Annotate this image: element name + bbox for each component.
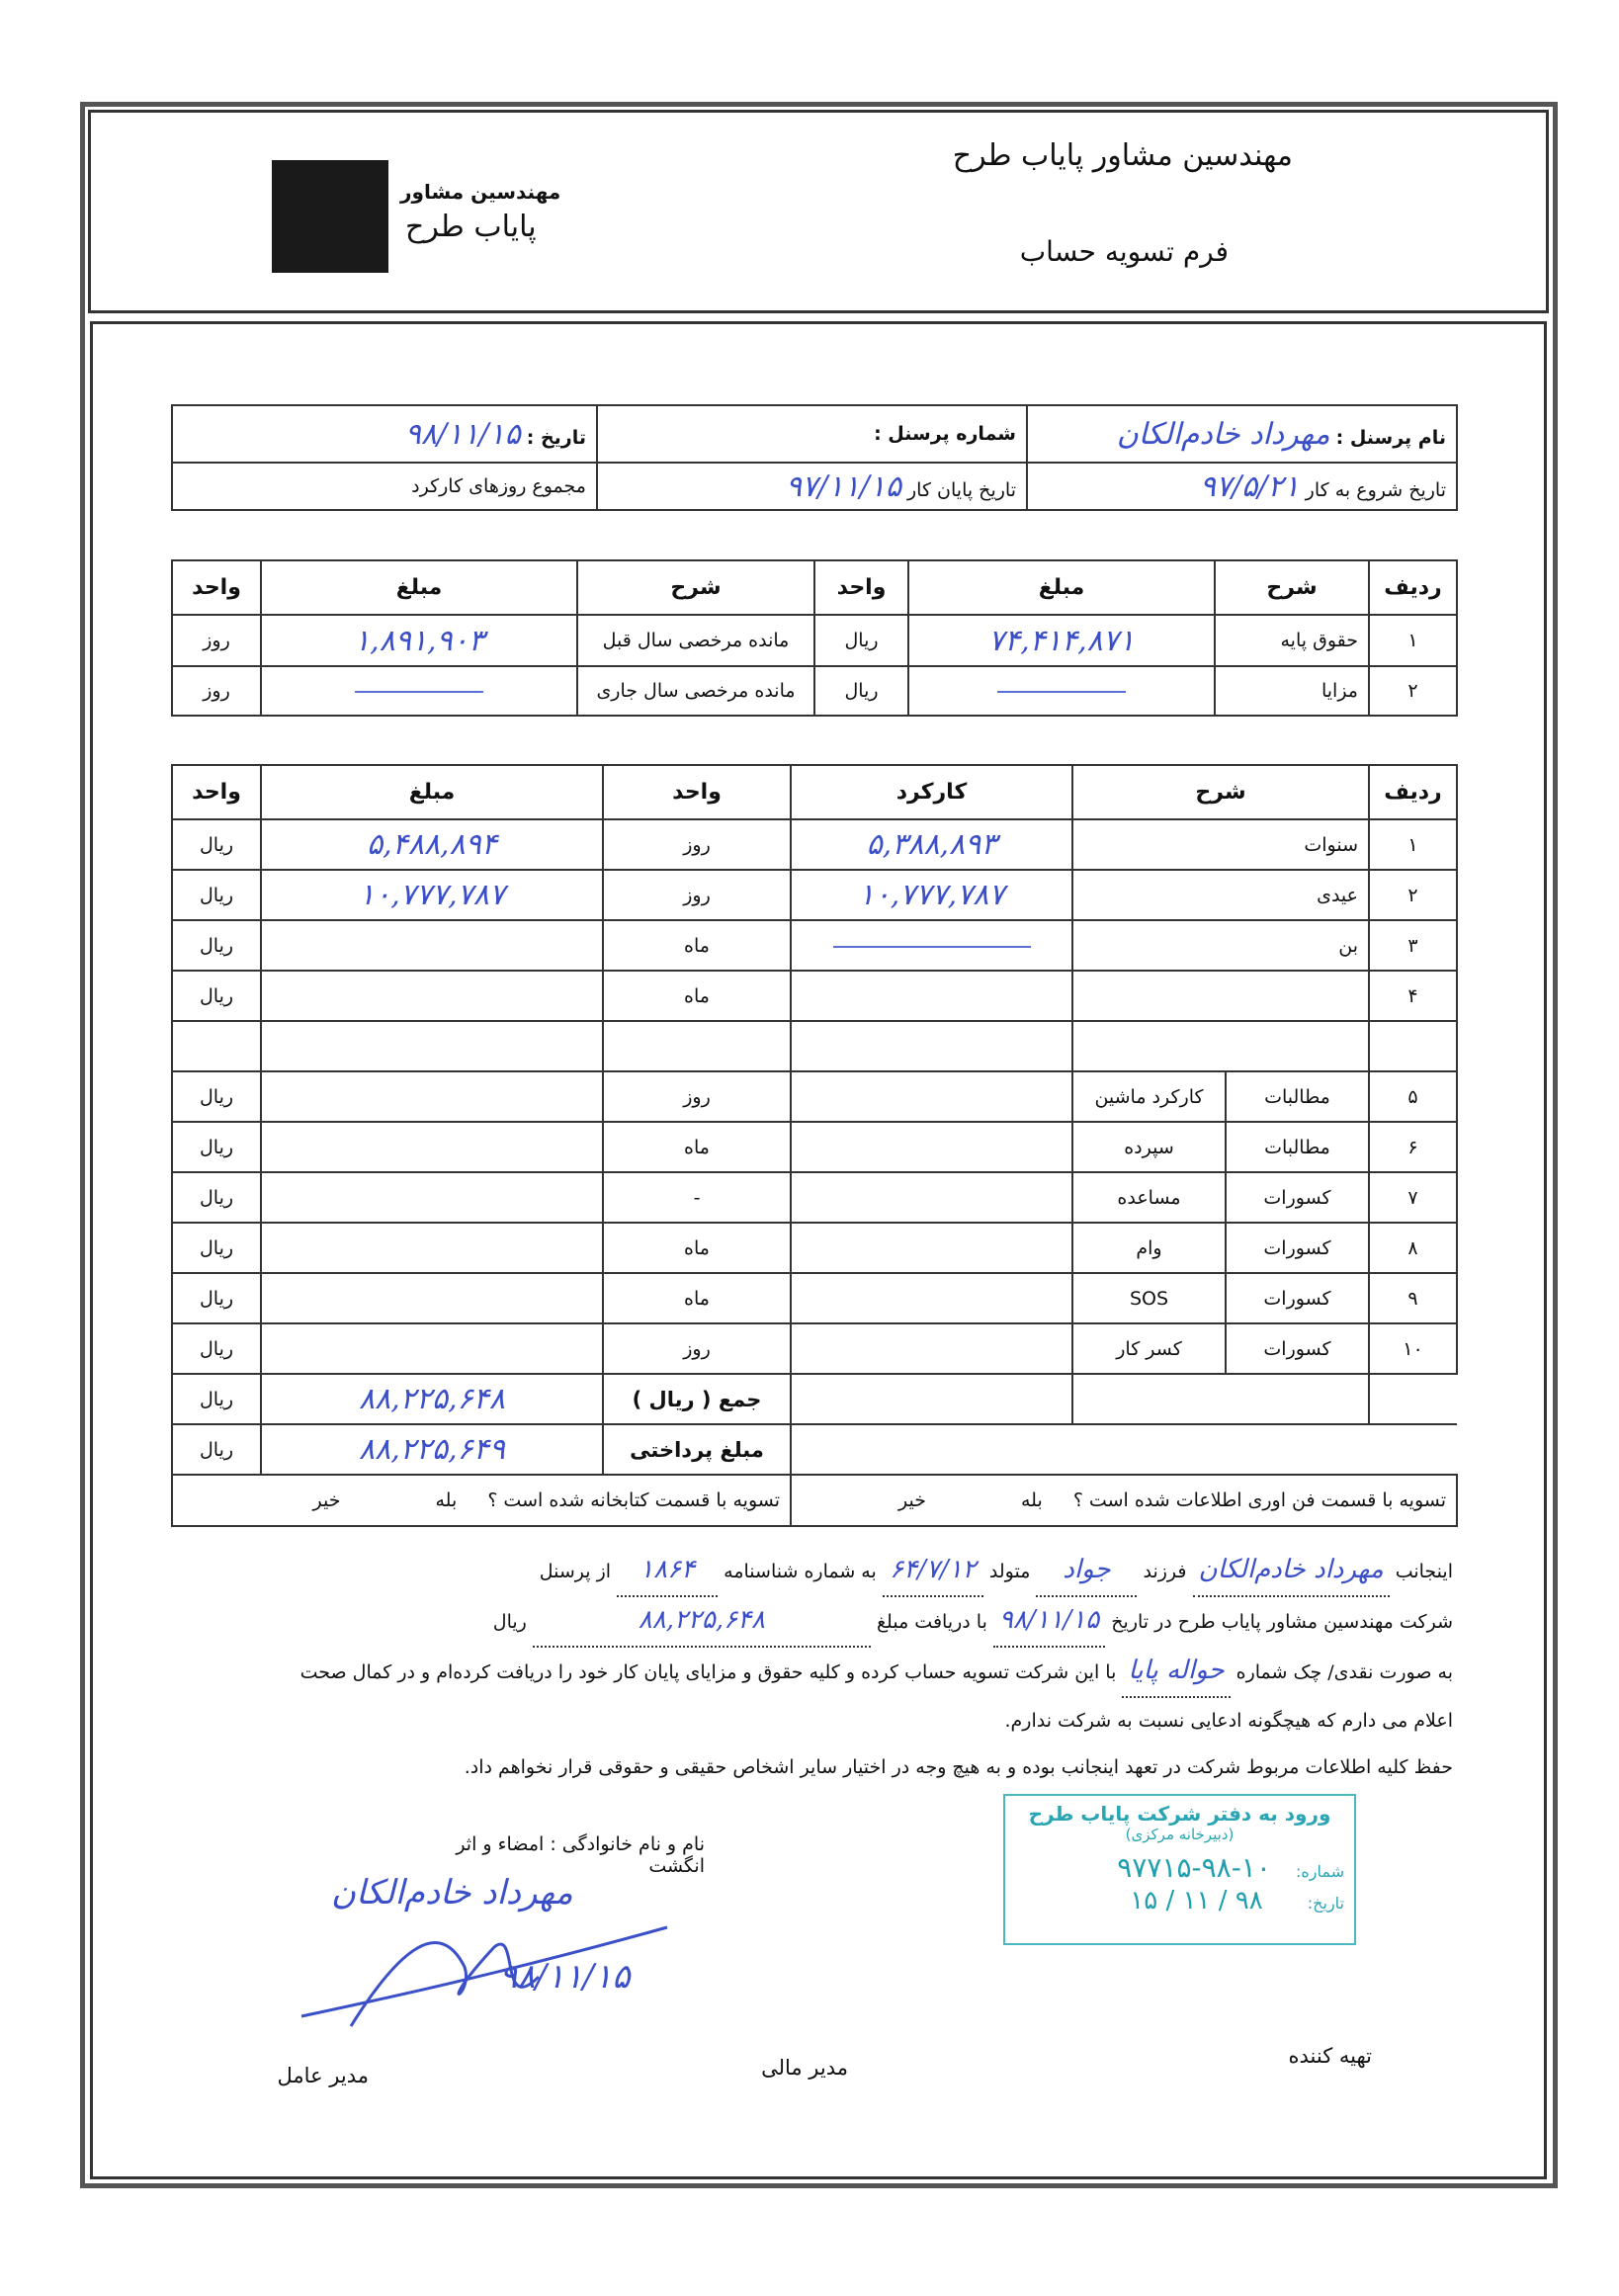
table-row <box>172 870 1457 920</box>
table-header-row <box>172 765 1457 819</box>
row-amount <box>261 1273 603 1323</box>
settlement-date-value: ۹۸/۱۱/۱۵ <box>998 1605 1100 1635</box>
row-work <box>791 920 1072 971</box>
row-category: کسورات <box>1226 1172 1369 1223</box>
date-cell <box>172 405 597 463</box>
row-amount <box>261 1172 603 1223</box>
row-work <box>791 1122 1072 1172</box>
library-no-option[interactable]: خیر <box>312 1489 341 1511</box>
row-work <box>791 1071 1072 1122</box>
table-header-row <box>172 560 1457 615</box>
col-header: شرح <box>577 560 814 615</box>
table-row <box>172 971 1457 1021</box>
blank-dash-mark <box>355 691 483 693</box>
row-desc: سپرده <box>1072 1122 1226 1172</box>
paid-unit: ریال <box>172 1424 261 1475</box>
personnel-name-label: نام پرسنل : <box>1335 426 1446 449</box>
row-desc: SOS <box>1072 1273 1226 1323</box>
table-row <box>172 1071 1457 1122</box>
it-clearance-question: تسویه با قسمت فن اوری اطلاعات شده است ؟ <box>1072 1489 1446 1511</box>
row-work <box>791 1273 1072 1323</box>
library-clearance-question: تسویه با قسمت کتابخانه شده است ؟ <box>487 1489 780 1511</box>
sum-value: ۸۸,۲۲۵,۶۴۸ <box>261 1374 603 1424</box>
end-date-label: تاریخ پایان کار <box>906 478 1016 501</box>
row-desc2: مانده مرخصی سال قبل <box>577 615 814 666</box>
logo-caption: مهندسین مشاور <box>400 180 561 204</box>
father-name-value: جواد <box>1063 1555 1111 1584</box>
col-header: ردیف <box>1369 765 1457 819</box>
sum-label: جمع ( ریال ) <box>603 1374 791 1424</box>
statement-text: به شماره شناسنامه <box>724 1561 877 1582</box>
row-unit2: ریال <box>172 1172 261 1223</box>
row-unit: ماه <box>603 1273 791 1323</box>
statement-text: اینجانب <box>1395 1561 1453 1582</box>
row-category: مطالبات <box>1226 1071 1369 1122</box>
sum-empty-cell <box>791 1374 1072 1424</box>
statement-text: ریال <box>492 1611 527 1633</box>
col-header: واحد <box>172 765 261 819</box>
date-value: ۹۸/۱۱/۱۵ <box>404 416 521 452</box>
row-category: کسورات <box>1226 1223 1369 1273</box>
col-header: مبلغ <box>908 560 1215 615</box>
personnel-info-table <box>171 404 1458 511</box>
stamp-number-row <box>1005 1851 1344 1884</box>
table-row <box>172 920 1457 971</box>
row-work <box>791 1172 1072 1223</box>
stamp-number-label: شماره: <box>1295 1862 1344 1881</box>
row-number: ۳ <box>1369 920 1457 971</box>
id-number-value: ۱۸۶۴ <box>639 1555 696 1584</box>
row-work: ۵,۳۸۸,۸۹۳ <box>791 819 1072 870</box>
row-work <box>791 971 1072 1021</box>
row-amount <box>908 666 1215 716</box>
start-date-label: تاریخ شروع به کار <box>1305 478 1446 501</box>
row-unit: ماه <box>603 1223 791 1273</box>
birth-date-field <box>883 1547 983 1597</box>
empty-cell <box>1072 1021 1369 1071</box>
statement-line-5: حفظ کلیه اطلاعات مربوط شرکت در تعهد اینجانب بوده و به هیچ وجه در اختیار سایر اشخاص حقیقی و حقوقی قرار نخواهم داد. <box>464 1756 1453 1778</box>
row-desc: مساعده <box>1072 1172 1226 1223</box>
personnel-no-label: شماره پرسنل : <box>874 423 1016 445</box>
row-number: ۱۰ <box>1369 1323 1457 1374</box>
stamp-date-value: ۹۸ / ۱۱ / ۱۵ <box>1130 1886 1263 1915</box>
col-header: ردیف <box>1369 560 1457 615</box>
col-header: واحد <box>814 560 908 615</box>
row-amount: ۱۰,۷۷۷,۷۸۷ <box>261 870 603 920</box>
form-title: فرم تسویه حساب <box>1019 235 1229 268</box>
row-category: کسورات <box>1226 1273 1369 1323</box>
table-row <box>172 666 1457 716</box>
statement-text: فرزند <box>1143 1561 1187 1582</box>
row-category: مطالبات <box>1226 1122 1369 1172</box>
row-unit: ریال <box>814 666 908 716</box>
row-unit2: روز <box>172 666 261 716</box>
finance-manager-label: مدیر مالی <box>761 2056 848 2080</box>
personnel-name-value: مهرداد خادم‌الکان <box>1116 416 1330 452</box>
row-amount: ۵,۴۸۸,۸۹۴ <box>261 819 603 870</box>
employee-name-value: مهرداد خادم‌الکان <box>1198 1555 1384 1584</box>
table-row <box>172 1172 1457 1223</box>
row-amount2: ۱,۸۹۱,۹۰۳ <box>261 615 577 666</box>
received-amount-value: ۸۸,۲۲۵,۶۴۸ <box>638 1605 766 1635</box>
it-yes-option[interactable]: بله <box>1021 1489 1043 1511</box>
row-number: ۲ <box>1369 666 1457 716</box>
stamp-date-row <box>1005 1886 1344 1915</box>
row-unit2: ریال <box>172 819 261 870</box>
total-days-cell <box>172 463 597 510</box>
row-unit2: ریال <box>172 1323 261 1374</box>
logo-mark <box>272 160 388 273</box>
id-number-field <box>617 1547 718 1597</box>
salary-leave-table <box>171 559 1458 717</box>
row-unit: روز <box>603 870 791 920</box>
statement-line-4: اعلام می دارم که هیچگونه ادعایی نسبت به شرکت ندارم. <box>1004 1710 1453 1732</box>
row-unit: روز <box>603 819 791 870</box>
clearance-row <box>172 1475 1457 1526</box>
row-unit: - <box>603 1172 791 1223</box>
col-header: شرح <box>1072 765 1369 819</box>
row-unit2: ریال <box>172 1273 261 1323</box>
row-desc: کارکرد ماشین <box>1072 1071 1226 1122</box>
start-date-cell <box>1027 463 1457 510</box>
row-number: ۴ <box>1369 971 1457 1021</box>
father-name-field <box>1036 1547 1137 1597</box>
row-unit2: ریال <box>172 1223 261 1273</box>
blank-dash-mark <box>833 946 1031 948</box>
employee-name-field <box>1193 1547 1390 1597</box>
col-header: واحد <box>172 560 261 615</box>
row-unit: ماه <box>603 920 791 971</box>
row-amount2 <box>261 666 577 716</box>
row-desc: کسر کار <box>1072 1323 1226 1374</box>
signature-date: ۹۸/۱۱/۱۵ <box>499 1957 631 1997</box>
row-desc: وام <box>1072 1223 1226 1273</box>
col-header: واحد <box>603 765 791 819</box>
personnel-name-cell <box>1027 405 1457 463</box>
row-unit2: ریال <box>172 920 261 971</box>
row-number: ۵ <box>1369 1071 1457 1122</box>
payment-method-field <box>1122 1648 1230 1698</box>
statement-line-3 <box>183 1648 1453 1698</box>
row-work <box>791 1223 1072 1273</box>
row-number: ۸ <box>1369 1223 1457 1273</box>
personnel-no-cell <box>597 405 1027 463</box>
row-amount <box>261 1071 603 1122</box>
library-clearance-cell <box>172 1475 791 1526</box>
statement-line-1 <box>183 1547 1453 1597</box>
statement-text: به صورت نقدی/ چک شماره <box>1236 1661 1453 1683</box>
signature-name: مهرداد خادم‌الکان <box>331 1873 573 1913</box>
sum-empty-cell <box>1072 1374 1369 1424</box>
row-amount <box>261 1323 603 1374</box>
ceo-label: مدیر عامل <box>277 2064 369 2087</box>
stamp-number-value: ۱۰-۹۸-۹۷۷۱۵ <box>1117 1851 1271 1884</box>
row-unit: ریال <box>814 615 908 666</box>
col-header: کارکرد <box>791 765 1072 819</box>
row-unit: ماه <box>603 1122 791 1172</box>
row-amount: ۷۴,۴۱۴,۸۷۱ <box>908 615 1215 666</box>
row-number: ۱ <box>1369 819 1457 870</box>
table-row <box>172 1223 1457 1273</box>
row-number: ۱ <box>1369 615 1457 666</box>
table-row <box>172 615 1457 666</box>
preparer-label: تهیه کننده <box>1288 2044 1372 2068</box>
statement-text: با این شرکت تسویه حساب کرده و کلیه حقوق و مزایای پایان کار خود را دریافت کرده‌ام و در کمال صحت <box>299 1661 1117 1683</box>
empty-cell <box>261 1021 603 1071</box>
settlement-date-field <box>993 1597 1105 1648</box>
it-clearance-cell <box>791 1475 1457 1526</box>
blank-dash-mark <box>997 691 1126 693</box>
stamp-title: ورود به دفتر شرکت پایاب طرح <box>1028 1802 1331 1826</box>
empty-cell <box>791 1021 1072 1071</box>
statement-line-2 <box>183 1597 1453 1648</box>
col-header: مبلغ <box>261 560 577 615</box>
sum-unit: ریال <box>172 1374 261 1424</box>
table-row <box>172 1122 1457 1172</box>
stamp-subtitle: (دبیرخانه مرکزی) <box>1125 1826 1235 1843</box>
row-unit2: ریال <box>172 971 261 1021</box>
end-date-cell <box>597 463 1027 510</box>
row-amount <box>261 1223 603 1273</box>
row-desc: بن <box>1072 920 1369 971</box>
signature-label: نام و نام خانوادگی : امضاء و اثر انگشت <box>456 1833 705 1877</box>
sum-row <box>172 1374 1457 1424</box>
row-unit: روز <box>603 1071 791 1122</box>
col-header: شرح <box>1215 560 1369 615</box>
row-unit2: ریال <box>172 870 261 920</box>
row-unit: ماه <box>603 971 791 1021</box>
received-amount-field <box>533 1597 871 1648</box>
row-desc <box>1072 971 1369 1021</box>
paid-row <box>172 1424 1457 1475</box>
row-work: ۱۰,۷۷۷,۷۸۷ <box>791 870 1072 920</box>
row-amount <box>261 971 603 1021</box>
paid-value: ۸۸,۲۲۵,۶۴۹ <box>261 1424 603 1475</box>
row-desc: سنوات <box>1072 819 1369 870</box>
row-work <box>791 1323 1072 1374</box>
empty-cell <box>172 1021 261 1071</box>
settlement-items-table <box>171 764 1458 1527</box>
start-date-value: ۹۷/۵/۲۱ <box>1199 468 1300 504</box>
row-unit2: ریال <box>172 1071 261 1122</box>
paid-label: مبلغ پرداختی <box>603 1424 791 1475</box>
total-days-label: مجموع روزهای کارکرد <box>411 475 586 497</box>
company-title: مهندسین مشاور پایاب طرح <box>952 138 1293 173</box>
end-date-value: ۹۷/۱۱/۱۵ <box>786 468 901 504</box>
row-number: ۷ <box>1369 1172 1457 1223</box>
registry-stamp <box>1003 1794 1356 1945</box>
settlement-statement <box>183 1547 1453 1791</box>
empty-cell <box>1369 1021 1457 1071</box>
row-unit2: ریال <box>172 1122 261 1172</box>
row-number: ۲ <box>1369 870 1457 920</box>
logo-brand: پایاب طرح <box>405 210 537 244</box>
statement-text: از پرسنل <box>539 1561 612 1582</box>
row-desc2: مانده مرخصی سال جاری <box>577 666 814 716</box>
table-row <box>172 1323 1457 1374</box>
row-unit2: روز <box>172 615 261 666</box>
table-row <box>172 1273 1457 1323</box>
table-row <box>172 819 1457 870</box>
row-desc: مزایا <box>1215 666 1369 716</box>
it-no-option[interactable]: خیر <box>897 1489 926 1511</box>
row-desc: عیدی <box>1072 870 1369 920</box>
library-yes-option[interactable]: بله <box>435 1489 458 1511</box>
row-number: ۹ <box>1369 1273 1457 1323</box>
row-amount <box>261 920 603 971</box>
date-label: تاریخ : <box>526 426 586 449</box>
row-desc: حقوق پایه <box>1215 615 1369 666</box>
empty-cell <box>603 1021 791 1071</box>
row-amount <box>261 1122 603 1172</box>
row-unit: روز <box>603 1323 791 1374</box>
statement-text: متولد <box>988 1561 1031 1582</box>
statement-text: با دریافت مبلغ <box>876 1611 987 1633</box>
birth-date-value: ۶۴/۷/۱۲ <box>890 1555 977 1584</box>
payment-method-value: حواله پایا <box>1128 1656 1225 1685</box>
blank-row <box>172 1021 1457 1071</box>
row-category: کسورات <box>1226 1323 1369 1374</box>
stamp-date-label: تاریخ: <box>1307 1894 1344 1913</box>
col-header: مبلغ <box>261 765 603 819</box>
row-number: ۶ <box>1369 1122 1457 1172</box>
statement-text: شرکت مهندسین مشاور پایاب طرح در تاریخ <box>1111 1611 1453 1633</box>
